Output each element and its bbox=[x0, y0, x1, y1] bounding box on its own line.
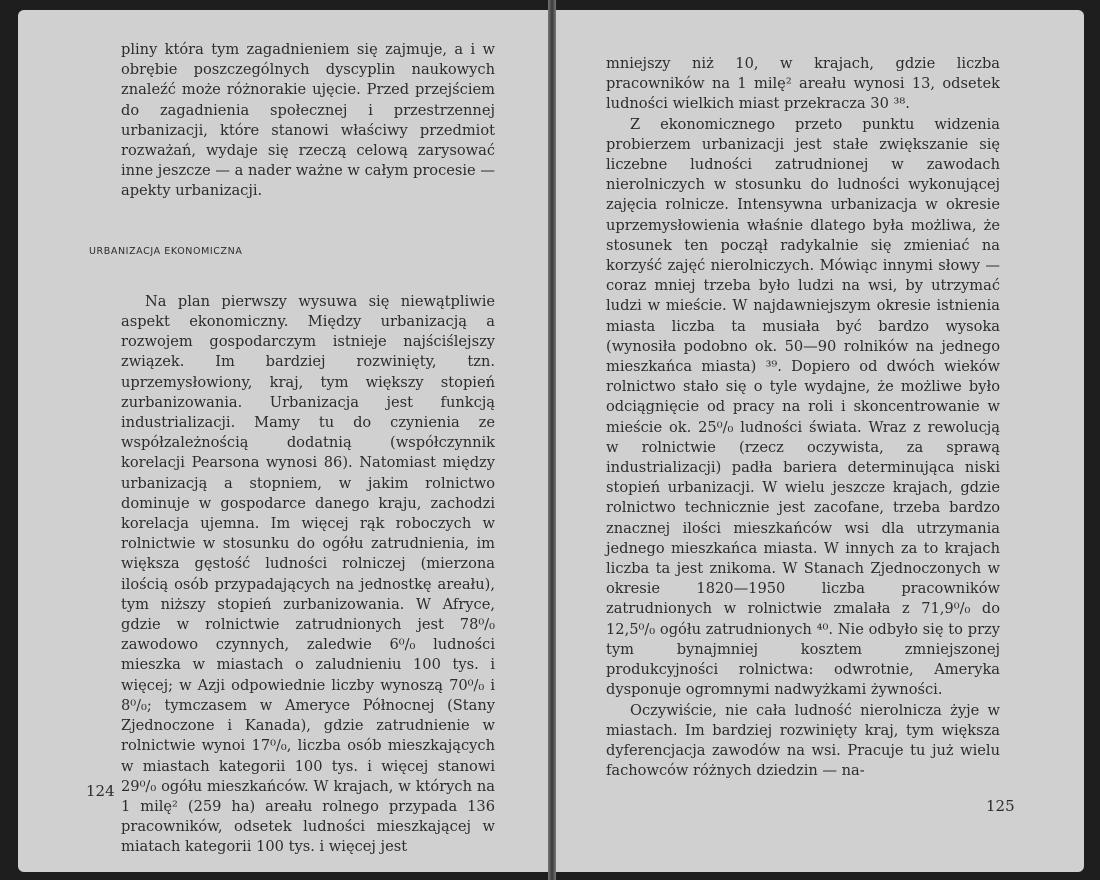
right-text-column bbox=[606, 54, 1000, 781]
body-paragraph: Z ekonomicznego przeto punktu widzenia probierzem urbanizacji jest stałe zwiększanie się liczebne ludności zatrudnionej w zawodach nierolniczych w stosunku do ludności wykonującej zajęcia rolnicze. Intensywna urbanizacja w okresie uprzemysłowienia właśnie dlatego była możliwa, że stosunek ten począł radykalnie się zmieniać na korzyść zajęć nierolniczych. Mówiąc innymi słowy — coraz mniej trzeba było ludzi na wsi, by utrzymać ludzi w mieście. W najdawniejszym okresie istnienia miasta liczba ta musiała być bardzo wysoka (wynosiła podobno ok. 50—90 rolników na jednego mieszkańca miasta) ³⁹. Dopiero od dwóch wieków rolnictwo stało się o tyle wydajne, że możliwe było odciągnięcie od pracy na roli i skoncentrowanie w mieście ok. 25⁰/₀ ludności świata. Wraz z rewolucją w rolnictwie (rzecz oczywista, za sprawą industrializacji) padła bariera determinująca niski stopień urbanizacji. W wielu jeszcze krajach, gdzie rolnictwo technicznie jest zacofane, trzeba bardzo znacznej ilości mieszkańców wsi dla utrzymania jednego mieszkańca miasta. W innych za to krajach liczba ta jest znikoma. W Stanach Zjednoczonych w okresie 1820—1950 liczba pracowników zatrudnionych w rolnictwie zmalała z 71,9⁰/₀ do 12,5⁰/₀ ogółu zatrudnionych ⁴⁰. Nie odbyło się to przy tym bynajmniej kosztem zmniejszonej produkcyjności rolnictwa: odwrotnie, Ameryka dysponuje ogromnymi nadwyżkami żywności. bbox=[606, 115, 1000, 699]
body-paragraph: Na plan pierwszy wysuwa się niewątpliwie aspekt ekonomiczny. Między urbanizacją a rozwojem gospodarczym istnieje najściślejszy związek. Im bardziej rozwinięty, tzn. uprzemysłowiony, kraj, tym większy stopień zurbanizowania. Urbanizacja jest funkcją industrializacji. Mamy tu do czynienia ze współzależnością dodatnią (współczynnik korelacji Pearsona wynosi 86). Natomiast między urbanizacją a stopniem, w jakim rolnictwo dominuje w gospodarce danego kraju, zachodzi korelacja ujemna. Im więcej rąk roboczych w rolnictwie w stosunku do ogółu zatrudnienia, im większa gęstość ludności rolniczej (mierzona ilością osób przypadających na jednostkę areału), tym niższy stopień zurbanizowania. W Afryce, gdzie w rolnictwie zatrudnionych jest 78⁰/₀ zawodowo czynnych, zaledwie 6⁰/₀ ludności mieszka w miastach o zaludnieniu 100 tys. i więcej; w Azji odpowiednie liczby wynoszą 70⁰/₀ i 8⁰/₀; tymczasem w Ameryce Północnej (Stany Zjednoczone i Kanada), gdzie zatrudnienie w rolnictwie wynoi 17⁰/₀, liczba osób mieszkających w miastach kategorii 100 tys. i więcej stanowi 29⁰/₀ ogółu mieszkańców. W krajach, w których na 1 milę² (259 ha) areału rolnego przypada 136 pracowników, odsetek ludności mieszkającej w miatach kategorii 100 tys. i więcej jest bbox=[121, 292, 495, 856]
page-number-left: 124 bbox=[86, 782, 115, 800]
intro-paragraph: pliny która tym zagadnieniem się zajmuje, a i w obrębie poszczególnych dyscyplin naukowych znaleźć może różnorakie ujęcie. Przed przejściem do zagadnienia społecznej i przestrzennej urbanizacji, które stanowi właściwy przedmiot rozważań, wydaje się rzeczą celową zarysować inne jeszcze — a nader ważne w całym procesie — apekty urbanizacji. bbox=[121, 41, 495, 200]
body-paragraph: Oczywiście, nie cała ludność nierolnicza żyje w miastach. Im bardziej rozwinięty kraj, tym większa dyferencjacja zawodów na wsi. Pracuje tu już wielu fachowców różnych dziedzin — na- bbox=[606, 701, 1000, 780]
right-page bbox=[556, 10, 1084, 872]
page-number-right: 125 bbox=[986, 797, 1015, 815]
continued-paragraph: mniejszy niż 10, w krajach, gdzie liczba pracowników na 1 milę² areału wynosi 13, odsetek ludności wielkich miast przekracza 30 ³⁸. bbox=[606, 55, 1000, 113]
left-page bbox=[18, 10, 548, 872]
book-gutter bbox=[548, 0, 556, 880]
section-heading: URBANIZACJA EKONOMICZNA bbox=[89, 245, 243, 257]
